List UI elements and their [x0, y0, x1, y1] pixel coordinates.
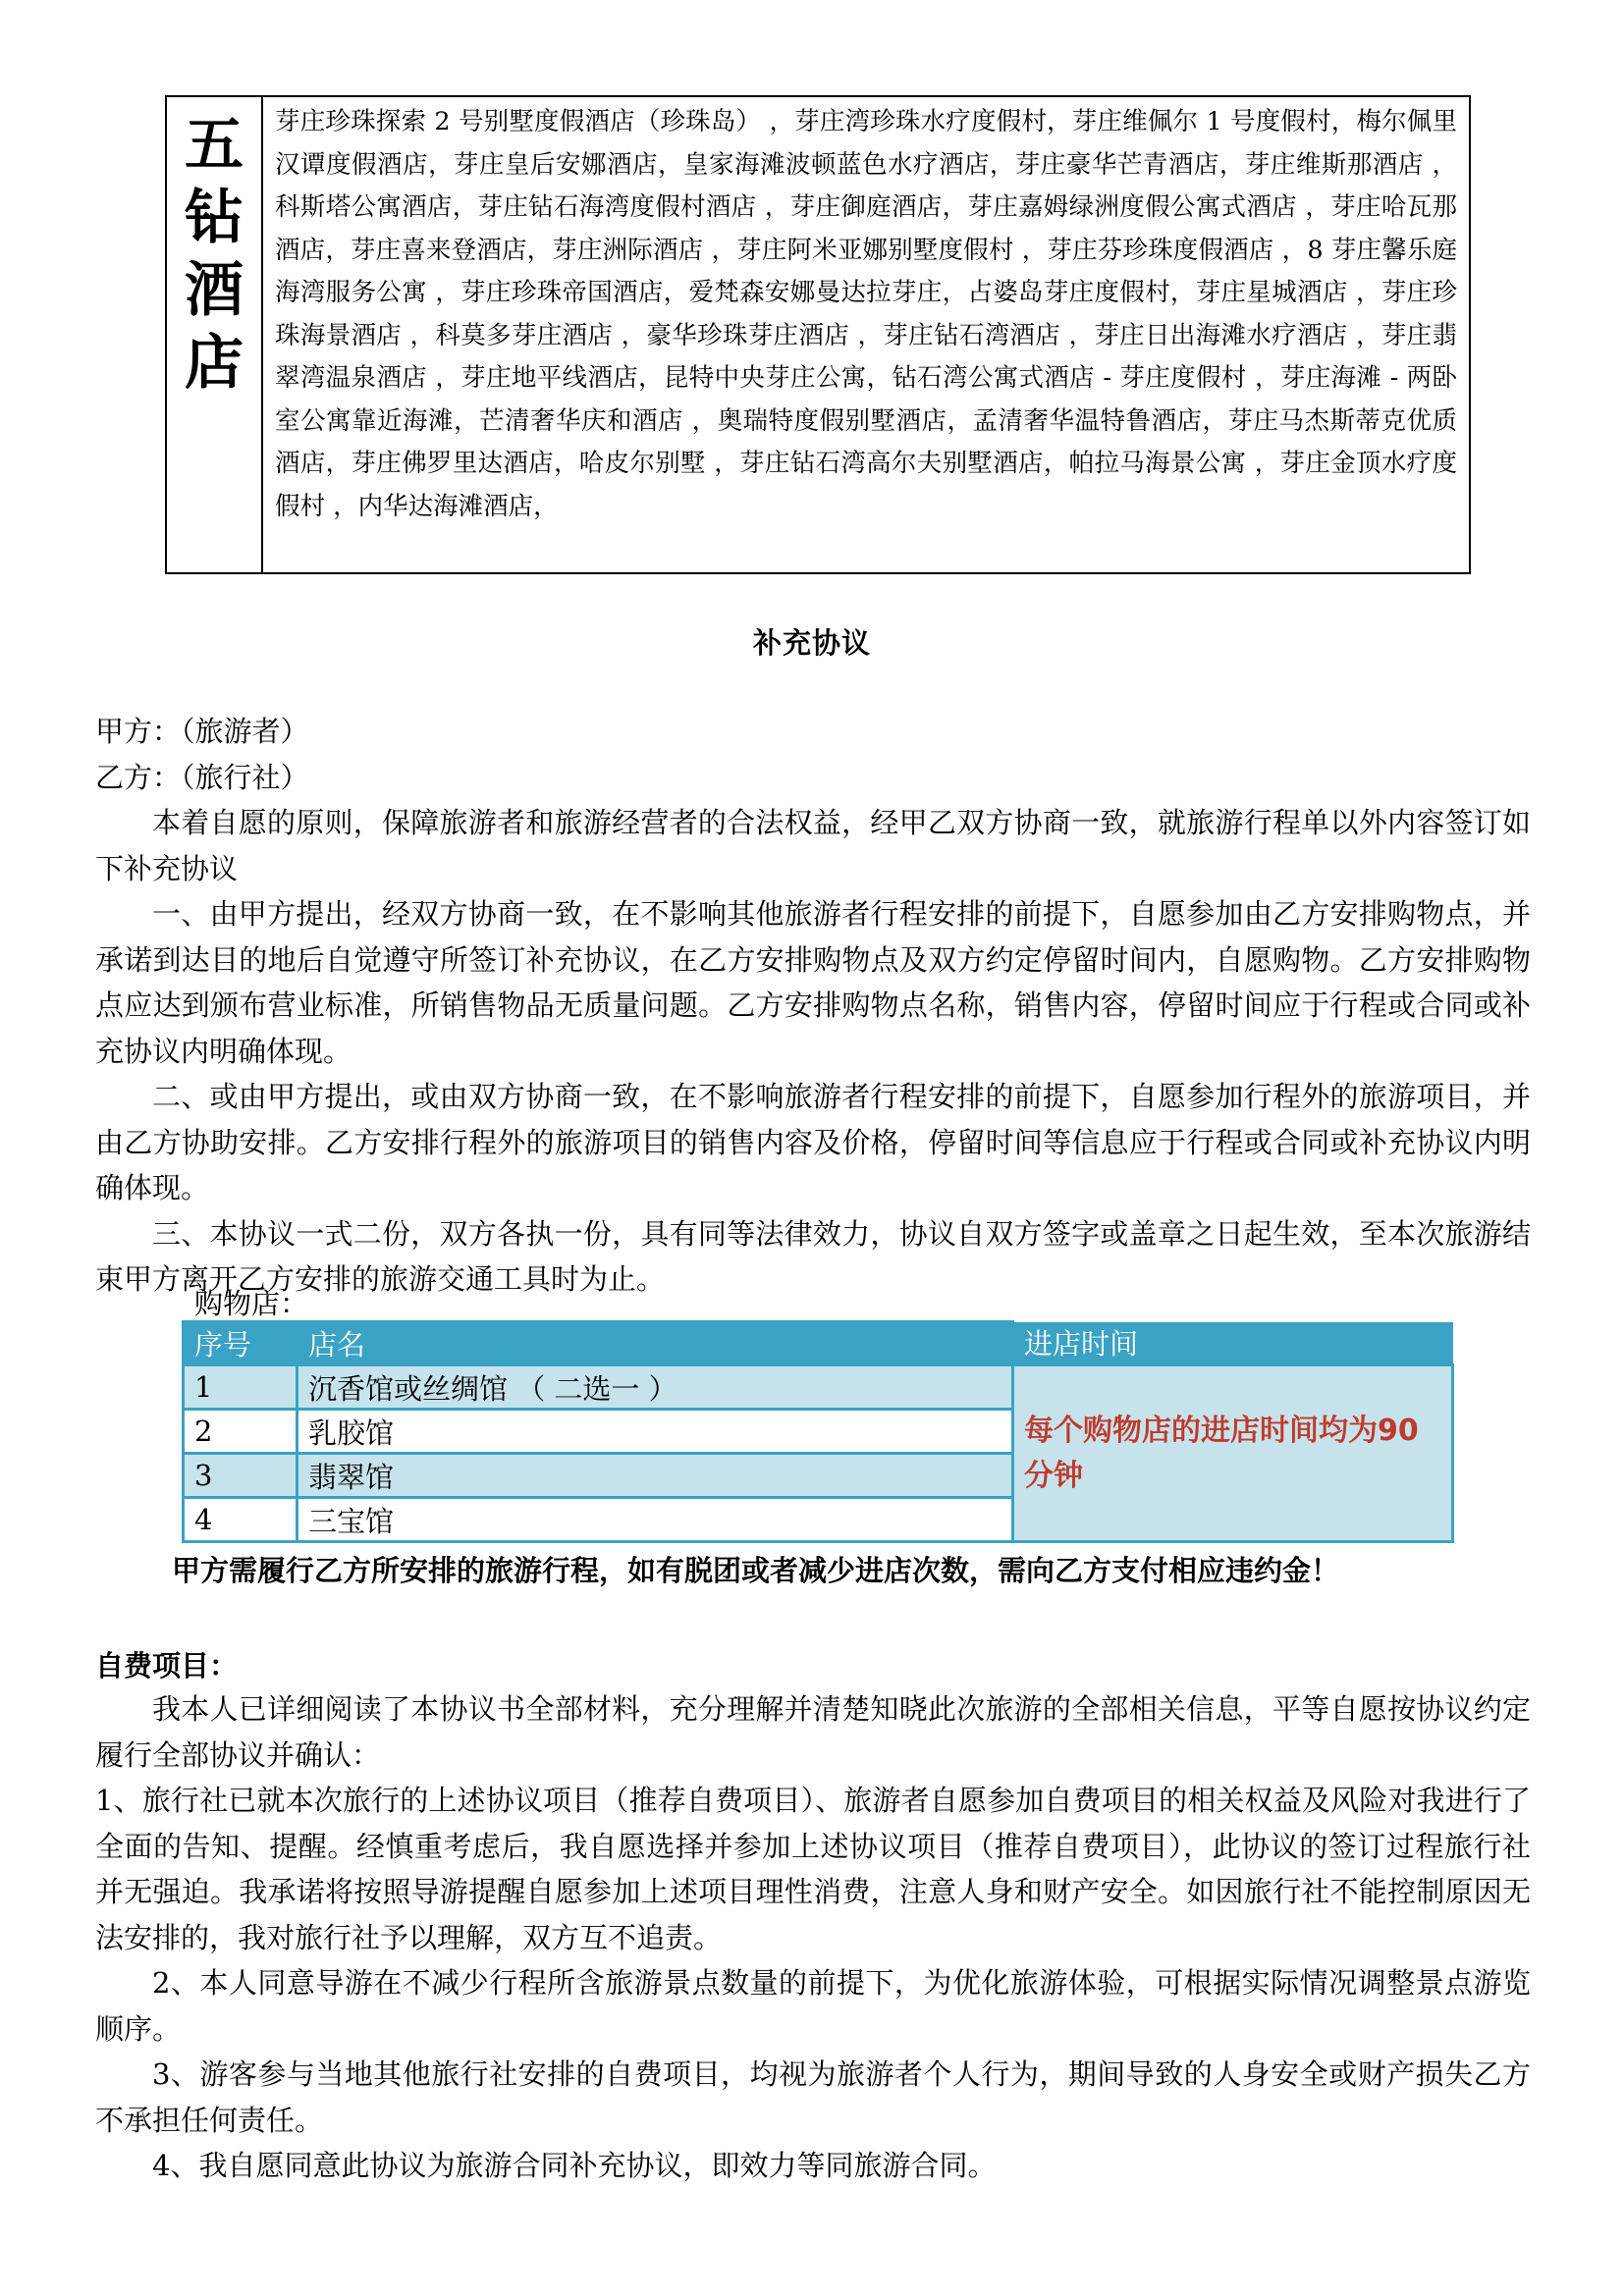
clause-2: 二、或由甲方提出，或由双方协商一致，在不影响旅游者行程安排的前提下，自愿参加行程外的旅游项目，并由乙方协助安排。乙方安排行程外的旅游项目的销售内容及价格，停留时间等信息应于行程或合同或补充协议内明确体现。 — [95, 1080, 1531, 1204]
shop-name: 沉香馆或丝绸馆 （ 二选一 ） — [298, 1365, 1013, 1410]
shop-name: 三宝馆 — [298, 1498, 1013, 1542]
hotel-table — [165, 95, 1471, 574]
party-b: 乙方：（旅行社） — [95, 760, 309, 794]
page-title: 补充协议 — [752, 626, 871, 660]
shop-name: 乳胶馆 — [298, 1410, 1013, 1454]
clause-1: 一、由甲方提出，经双方协商一致，在不影响其他旅游者行程安排的前提下，自愿参加由乙方安排购物点，并承诺到达目的地后自觉遵守所签订补充协议，在乙方安排购物点及双方约定停留时间内，自愿购物。乙方安排购物点应达到颁布营业标准，所销售物品无质量问题。乙方安排购物点名称，销售内容，停留时间应于行程或合同或补充协议内明确体现。 — [95, 897, 1531, 1068]
self-pay-item-2: 2、本人同意导游在不减少行程所含旅游景点数量的前提下，为优化旅游体验，可根据实际情况调整景点游览顺序。 — [95, 1966, 1531, 2046]
self-pay-body — [95, 1686, 1531, 2189]
label-char: 店 — [185, 329, 244, 398]
shop-no: 4 — [184, 1498, 298, 1542]
table-row — [184, 1365, 1453, 1410]
shop-table-header — [184, 1322, 1453, 1365]
header-name: 店名 — [298, 1322, 1013, 1365]
label-char: 酒 — [185, 256, 244, 325]
clause-3: 三、本协议一式二份，双方各执一份，具有同等法律效力，协议自双方签字或盖章之日起生效，至本次旅游结束甲方离开乙方安排的旅游交通工具时为止。 — [95, 1216, 1531, 1296]
self-pay-item-3: 3、游客参与当地其他旅行社安排的自费项目，均视为旅游者个人行为，期间导致的人身安全或财产损失乙方不承担任何责任。 — [95, 2057, 1531, 2137]
warning-text: 甲方需履行乙方所安排的旅游行程，如有脱团或者减少进店次数，需向乙方支付相应违约金！ — [172, 1554, 1340, 1587]
hotel-category-label — [167, 97, 263, 572]
hotel-list: 芽庄珍珠探索 2 号别墅度假酒店（珍珠岛） ，芽庄湾珍珠水疗度假村，芽庄维佩尔 1 号度假村，梅尔佩里汉谭度假酒店，芽庄皇后安娜酒店，皇家海滩波顿蓝色水疗酒店，芽庄豪华芒青酒店，芽庄维斯那酒店 ，科斯塔公寓酒店，芽庄钻石海湾度假村酒店 ，芽庄御庭酒店，芽庄嘉姆绿洲度假公寓式酒店 ，芽庄哈瓦那酒店，芽庄喜来登酒店，芽庄洲际酒店 ，芽庄阿米亚娜别墅度假村 ，芽庄芬珍珠度假酒店 ，8 芽庄馨乐庭海湾服务公寓 ，芽庄珍珠帝国酒店，爱梵森安娜曼达拉芽庄，占婆岛芽庄度假村，芽庄星城酒店 ，芽庄珍珠海景酒店 ，科莫多芽庄酒店 ，豪华珍珠芽庄酒店 ，芽庄钻石湾酒店 ，芽庄日出海滩水疗酒店 ，芽庄翡翠湾温泉酒店 ，芽庄地平线酒店，昆特中央芽庄公寓，钻石湾公寓式酒店 - 芽庄度假村 ，芽庄海滩 - 两卧室公寓靠近海滩，芒清奢华庆和酒店 ，奥瑞特度假别墅酒店，孟清奢华温特鲁酒店，芽庄马杰斯蒂克优质酒店，芽庄佛罗里达酒店，哈皮尔别墅 ，芽庄钻石湾高尔夫别墅酒店，帕拉马海景公寓 ，芽庄金顶水疗度假村 ，内华达海滩酒店， — [275, 107, 1458, 521]
shop-time-note: 每个购物店的进店时间均为90分钟 — [1013, 1365, 1453, 1542]
header-time: 进店时间 — [1013, 1322, 1453, 1365]
self-pay-item-4: 4、我自愿同意此协议为旅游合同补充协议，即效力等同旅游合同。 — [152, 2149, 997, 2182]
agreement-intro: 本着自愿的原则，保障旅游者和旅游经营者的合法权益，经甲乙双方协商一致，就旅游行程单以外内容签订如下补充协议 — [95, 806, 1531, 885]
self-pay-item-1: 1、旅行社已就本次旅行的上述协议项目（推荐自费项目）、旅游者自愿参加自费项目的相关权益及风险对我进行了全面的告知、提醒。经慎重考虑后，我自愿选择并参加上述协议项目（推荐自费项目），此协议的签订过程旅行社并无强迫。我承诺将按照导游提醒自愿参加上述项目理性消费，注意人身和财产安全。如因旅行社不能控制原因无法安排的，我对旅行社予以理解，双方互不追责。 — [95, 1784, 1531, 1954]
header-no: 序号 — [184, 1322, 298, 1365]
label-char: 钻 — [185, 184, 244, 252]
shop-no: 2 — [184, 1410, 298, 1454]
party-a: 甲方：（旅游者） — [95, 715, 309, 748]
shop-table — [182, 1320, 1454, 1543]
self-pay-intro: 我本人已详细阅读了本协议书全部材料，充分理解并清楚知晓此次旅游的全部相关信息，平等自愿按协议约定履行全部协议并确认： — [95, 1692, 1531, 1772]
shop-no: 3 — [184, 1454, 298, 1498]
shop-no: 1 — [184, 1365, 298, 1410]
agreement-body — [95, 709, 1531, 1303]
label-char: 五 — [185, 111, 244, 180]
self-pay-title: 自费项目： — [95, 1649, 239, 1682]
shop-label: 购物店： — [194, 1287, 309, 1320]
shop-name: 翡翠馆 — [298, 1454, 1013, 1498]
